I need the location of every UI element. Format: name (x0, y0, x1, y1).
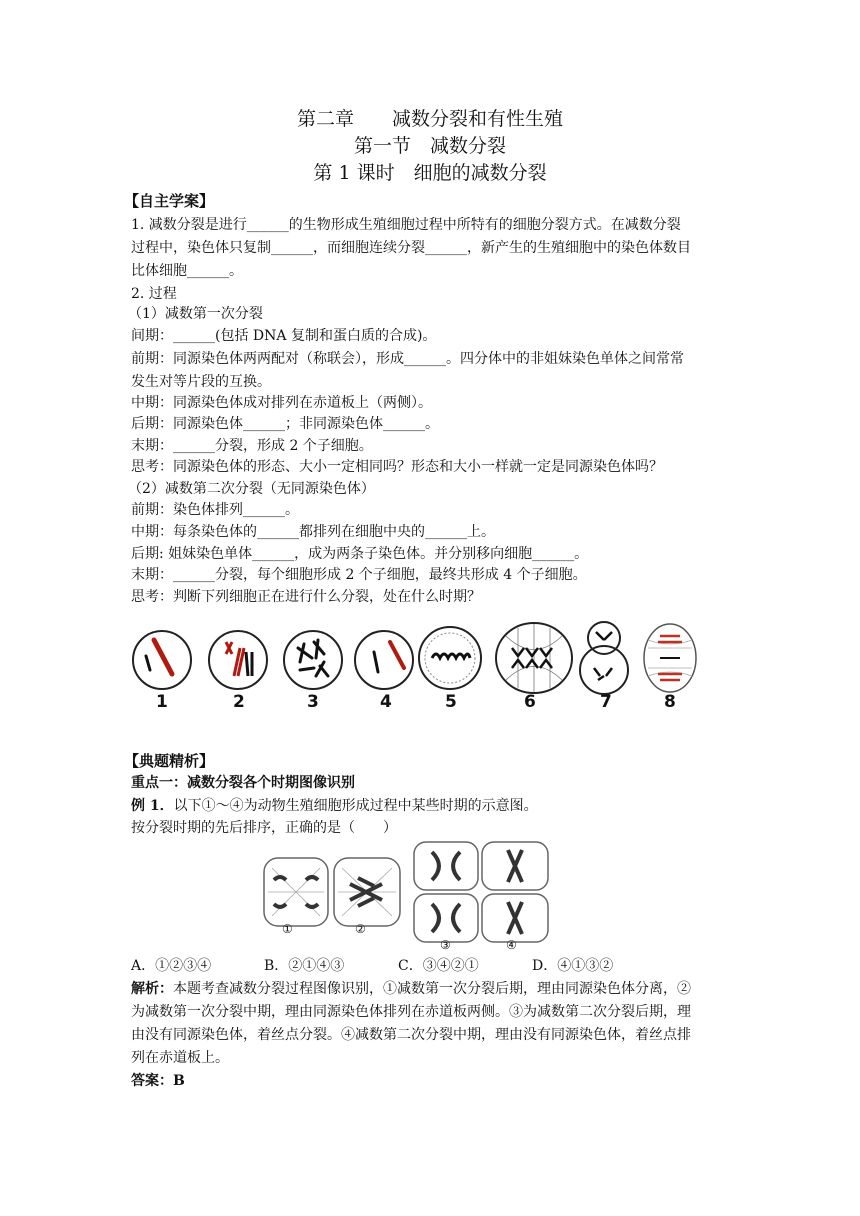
text-line: 后期：同源染色体______；非同源染色体______。 (131, 416, 439, 432)
option-c: C．③④②① (398, 958, 479, 974)
option-d: D．④①③② (532, 958, 614, 974)
analysis-text: 本题考查减数分裂过程图像识别，①减数第一次分裂后期，理由同源染色体分离，② (173, 981, 691, 997)
figure-label: ① (282, 922, 293, 936)
cell-figure-3 (284, 631, 342, 689)
cell-figure-6 (496, 623, 572, 693)
figure-number: 2 (233, 692, 245, 712)
section-title: 第一节 减数分裂 (353, 135, 506, 157)
example-label: 例 1． (131, 798, 174, 814)
figure-number: 1 (156, 692, 168, 712)
text-line: 前期：同源染色体两两配对（称联会），形成______。四分体中的非姐妹染色单体之间常常 (131, 351, 684, 367)
analysis-line (131, 979, 691, 999)
text-line: 前期：染色体排列______。 (131, 502, 299, 518)
text-line: 间期：______(包括 DNA 复制和蛋白质的合成)。 (131, 328, 437, 344)
text-line: 发生对等片段的互换。 (131, 374, 271, 390)
cell-figure-8 (644, 624, 696, 692)
option-b: B．②①④③ (264, 958, 345, 974)
cell-figure-2 (209, 631, 267, 689)
example-figure-1 (264, 858, 328, 926)
cell-figure-1 (133, 631, 191, 689)
figure-number: 4 (380, 692, 392, 712)
text-line: 思考：同源染色体的形态、大小一定相同吗？形态和大小一样就一定是同源染色体吗？ (131, 459, 663, 475)
text-line: 比体细胞______。 (131, 263, 243, 279)
example-line (131, 796, 538, 816)
example-figure (262, 838, 552, 950)
cell-figure-5 (419, 627, 481, 689)
chapter-title: 第二章 减数分裂和有性生殖 (296, 108, 563, 130)
examples-heading: 【典题精析】 (124, 752, 215, 770)
figure-label: ② (355, 922, 366, 936)
cell-figure-4 (355, 631, 413, 689)
example-text: 以下①～④为动物生殖细胞形成过程中某些时期的示意图。 (173, 798, 538, 814)
text-line: 末期：______分裂，每个细胞形成 2 个子细胞，最终共形成 4 个子细胞。 (131, 567, 587, 583)
lesson-title: 第 1 课时 细胞的减数分裂 (313, 162, 547, 184)
question-text: 按分裂时期的先后排序，正确的是（ ） (131, 820, 397, 836)
figure-label: ③ (440, 938, 451, 952)
cell-figure-7 (580, 622, 628, 694)
text-line: （1）减数第一次分裂 (128, 306, 263, 322)
text-line: 中期：同源染色体成对排列在赤道板上（两侧）。 (131, 395, 432, 411)
analysis-text: 为减数第一次分裂中期，理由同源染色体排列在赤道板两侧。③为减数第二次分裂后期，理 (131, 1004, 691, 1020)
figure-number: 7 (600, 692, 612, 712)
figure-label: ④ (506, 938, 517, 952)
text-line: 末期：______分裂，形成 2 个子细胞。 (131, 438, 373, 454)
figure-number: 6 (524, 692, 536, 712)
figure-number: 8 (664, 692, 676, 712)
figure-number: 3 (307, 692, 319, 712)
text-line: 思考：判断下列细胞正在进行什么分裂，处在什么时期？ (131, 589, 481, 605)
text-line: 后期: 姐妹染色单体______，成为两条子染色体。并分别移向细胞______。 (131, 546, 589, 562)
self-study-heading: 【自主学案】 (124, 192, 215, 210)
text-line: 2. 过程 (131, 286, 177, 302)
key-point: 重点一：减数分裂各个时期图像识别 (131, 775, 355, 791)
answer: 答案：B (131, 1073, 185, 1089)
text-line: （2）减数第二次分裂（无同源染色体） (128, 481, 375, 497)
example-figure-2 (334, 858, 400, 926)
example-figure-3 (414, 842, 478, 942)
text-line: 过程中，染色体只复制______，而细胞连续分裂______，新产生的生殖细胞中的染色体数目 (131, 240, 691, 256)
figure-number: 5 (445, 692, 457, 712)
analysis-text: 列在赤道板上。 (131, 1050, 229, 1066)
cell-division-figures (128, 618, 708, 728)
analysis-label: 解析： (131, 981, 173, 997)
example-figure-4 (482, 842, 548, 942)
text-line: 中期：每条染色体的______都排列在细胞中央的______上。 (131, 524, 495, 540)
option-a: A．①②③④ (131, 958, 212, 974)
text-line: 1. 减数分裂是进行______的生物形成生殖细胞过程中所特有的细胞分裂方式。在减数分裂 (131, 217, 681, 233)
analysis-text: 由没有同源染色体，着丝点分裂。④减数第二次分裂中期，理由没有同源染色体，着丝点排 (131, 1027, 691, 1043)
